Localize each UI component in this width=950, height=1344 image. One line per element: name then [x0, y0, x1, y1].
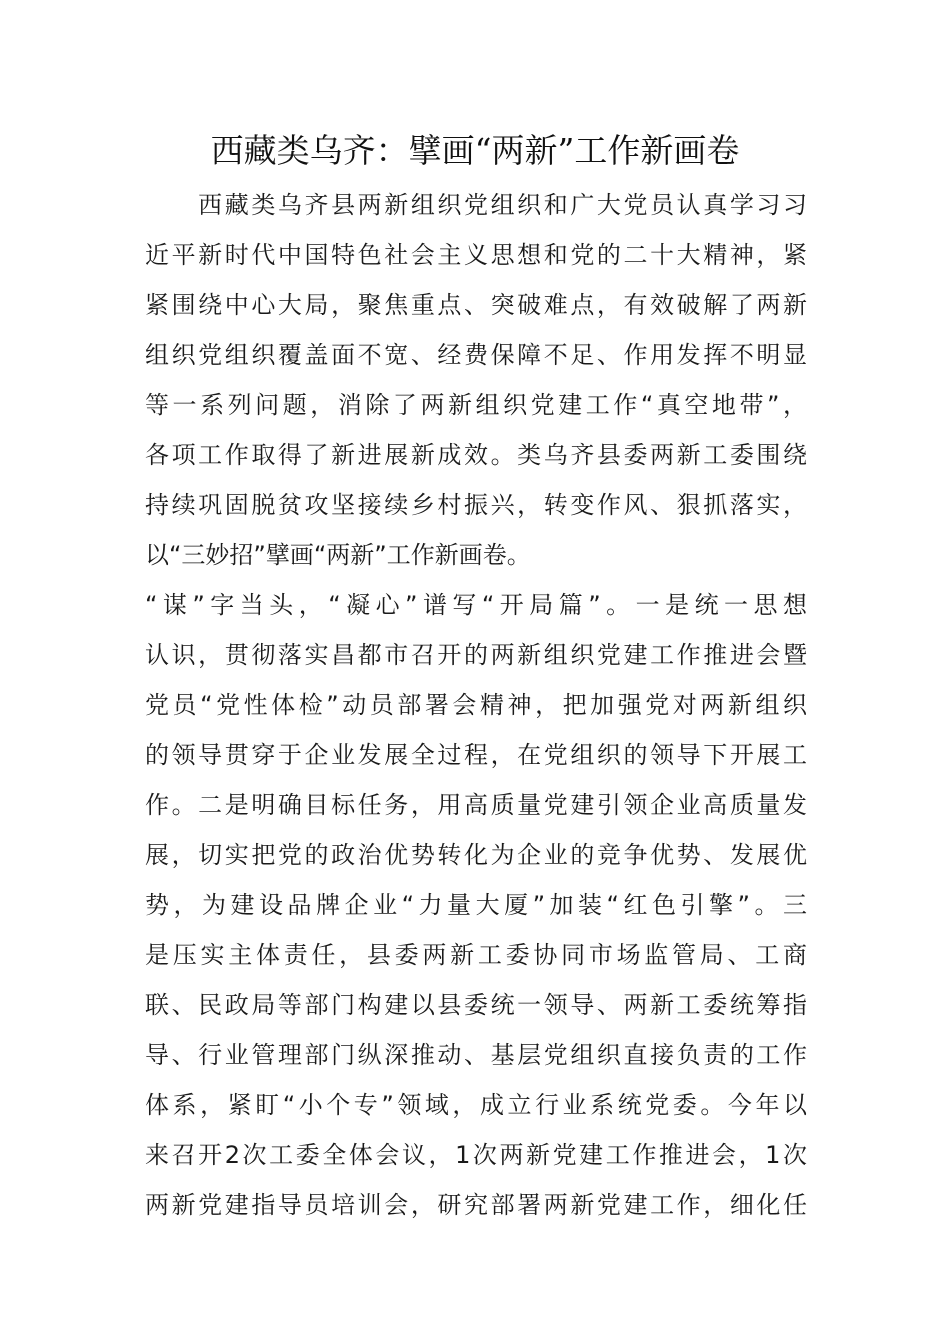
paragraph-line: 西藏类乌齐县两新组织党组织和广大党员认真学习习	[145, 191, 807, 219]
paragraph-line: 近平新时代中国特色社会主义思想和党的二十大精神，紧	[145, 241, 807, 269]
paragraph-line: 体系，紧盯“小个专”领域，成立行业系统党委。今年以	[145, 1091, 807, 1119]
paragraph-line: 作。二是明确目标任务，用高质量党建引领企业高质量发	[145, 791, 807, 819]
paragraph-line: 以“三妙招”擘画“两新”工作新画卷。	[145, 541, 531, 569]
paragraph-line: 导、行业管理部门纵深推动、基层党组织直接负责的工作	[145, 1041, 807, 1069]
paragraph-line: 持续巩固脱贫攻坚接续乡村振兴，转变作风、狠抓落实，	[145, 491, 807, 519]
document-body	[145, 180, 807, 1230]
paragraph-line: 等一系列问题，消除了两新组织党建工作“真空地带”，	[145, 391, 807, 419]
paragraph-line: 势，为建设品牌企业“力量大厦”加装“红色引擎”。三	[145, 891, 807, 919]
paragraph-line: 各项工作取得了新进展新成效。类乌齐县委两新工委围绕	[145, 441, 807, 469]
paragraph-line: 认识，贯彻落实昌都市召开的两新组织党建工作推进会暨	[145, 641, 807, 669]
paragraph-line: “谋”字当头，“凝心”谱写“开局篇”。一是统一思想	[145, 591, 807, 619]
paragraph-line: 的领导贯穿于企业发展全过程，在党组织的领导下开展工	[145, 741, 807, 769]
paragraph-line: 紧围绕中心大局，聚焦重点、突破难点，有效破解了两新	[145, 291, 807, 319]
paragraph-line: 两新党建指导员培训会，研究部署两新党建工作，细化任	[145, 1191, 807, 1219]
document-title: 西藏类乌齐：擘画“两新”工作新画卷	[210, 131, 740, 170]
paragraph-line: 组织党组织覆盖面不宽、经费保障不足、作用发挥不明显	[145, 341, 807, 369]
paragraph-line: 是压实主体责任，县委两新工委协同市场监管局、工商	[145, 941, 807, 969]
paragraph-line: 来召开2次工委全体会议，1次两新党建工作推进会，1次	[145, 1141, 807, 1169]
paragraph-line: 党员“党性体检”动员部署会精神，把加强党对两新组织	[145, 691, 807, 719]
paragraph-line: 展，切实把党的政治优势转化为企业的竞争优势、发展优	[145, 841, 807, 869]
paragraph-line: 联、民政局等部门构建以县委统一领导、两新工委统筹指	[145, 991, 807, 1019]
